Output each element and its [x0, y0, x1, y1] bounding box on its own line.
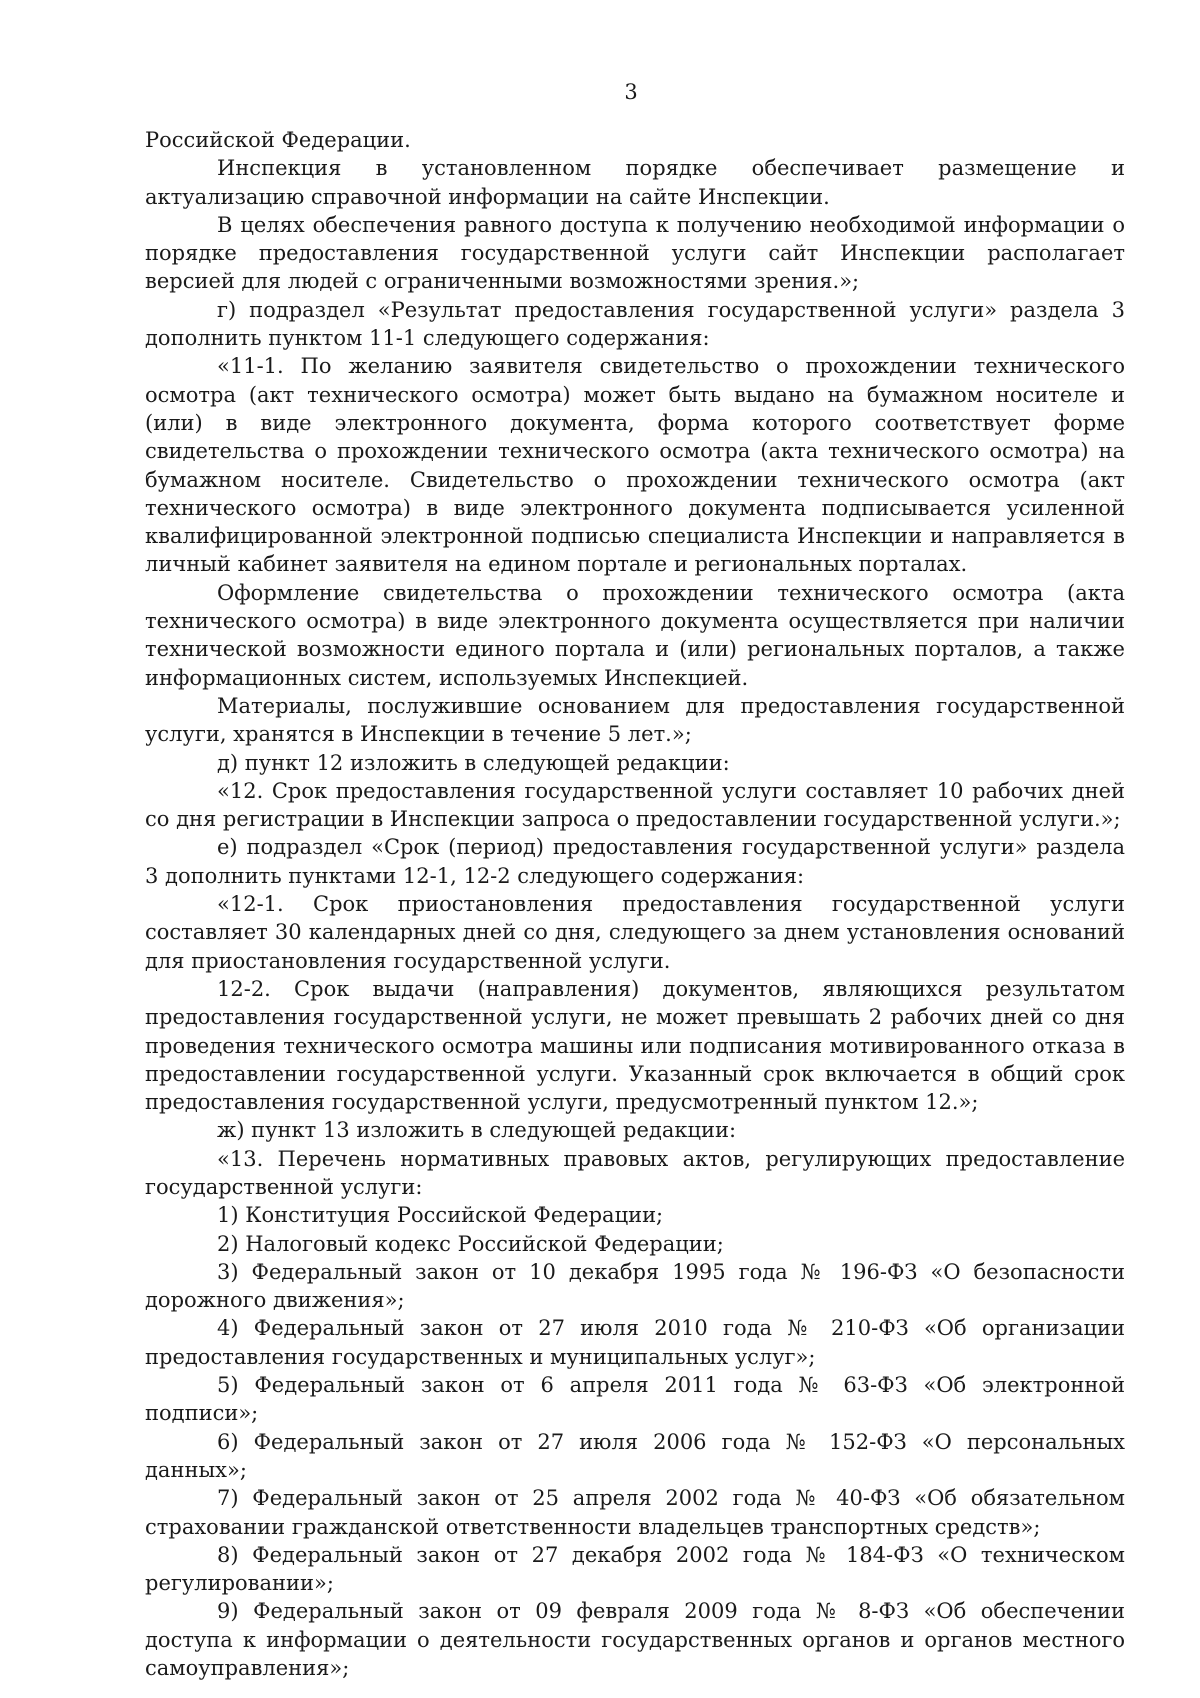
list-item: 4) Федеральный закон от 27 июля 2010 года № 210-ФЗ «Об организации предоставления государственных и муниципальных услуг»;: [145, 1316, 1125, 1369]
paragraph: «12-1. Срок приостановления предоставления государственной услуги составляет 30 календарных дней со дня, следующего за днем установления оснований для приостановления государственной услуги.: [145, 892, 1125, 973]
paragraph: «12. Срок предоставления государственной услуги составляет 10 рабочих дней со дня регистрации в Инспекции запроса о предоставлении государственной услуги.»;: [145, 778, 1125, 832]
paragraph: ж) пункт 13 изложить в следующей редакции:: [217, 1118, 737, 1143]
document-body: [145, 126, 1125, 1682]
paragraph: В целях обеспечения равного доступа к получению необходимой информации о порядке предоставления государственной услуги сайт Инспекции располагает версией для людей с ограниченными возможностями зрения.»;: [145, 212, 1125, 294]
list-item: 2) Налоговый кодекс Российской Федерации;: [217, 1231, 724, 1256]
page-number: 3: [624, 80, 638, 104]
list-item: 7) Федеральный закон от 25 апреля 2002 года № 40-ФЗ «Об обязательном страховании гражданской ответственности владельцев транспортных средств»;: [145, 1486, 1125, 1539]
paragraph: «13. Перечень нормативных правовых актов, регулирующих предоставление государственной услуги:: [145, 1146, 1125, 1199]
paragraph: Оформление свидетельства о прохождении технического осмотра (акта технического осмотра) в виде электронного документа осуществляется при наличии технической возможности единого портала и (или) региональных порталов, а также информационных систем, используемых Инспекцией.: [145, 580, 1125, 690]
paragraph: Российской Федерации.: [145, 128, 411, 152]
paragraph: «11-1. По желанию заявителя свидетельство о прохождении технического осмотра (акт технического осмотра) может быть выдано на бумажном носителе и (или) в виде электронного документа, форма которого соответствует форме свидетельства о прохождении технического осмотра (акта технического осмотра) на бумажном носителе. Свидетельство о прохождении технического осмотра (акт технического осмотра) в виде электронного документа подписывается усиленной квалифицированной электронной подписью специалиста Инспекции и направляется в личный кабинет заявителя на едином портале и региональных порталах.: [145, 354, 1125, 577]
list-item: 1) Конституция Российской Федерации;: [217, 1203, 664, 1228]
paragraph: г) подраздел «Результат предоставления государственной услуги» раздела 3 дополнить пунктом 11-1 следующего содержания:: [145, 297, 1125, 351]
paragraph: 12-2. Срок выдачи (направления) документов, являющихся результатом предоставления государственной услуги, не может превышать 2 рабочих дней со дня проведения технического осмотра машины или подписания мотивированного отказа в предоставлении государственной услуги. Указанный срок включается в общий срок предоставления государственной услуги, предусмотренный пунктом 12.»;: [145, 976, 1125, 1115]
paragraph: е) подраздел «Срок (период) предоставления государственной услуги» раздела 3 дополнить пунктами 12-1, 12-2 следующего содержания:: [145, 835, 1125, 888]
paragraph: Инспекция в установленном порядке обеспечивает размещение и актуализацию справочной информации на сайте Инспекции.: [145, 156, 1125, 209]
paragraph: д) пункт 12 изложить в следующей редакции:: [217, 750, 730, 775]
list-item: 9) Федеральный закон от 09 февраля 2009 года № 8-ФЗ «Об обеспечении доступа к информации о деятельности государственных органов и органов местного самоуправления»;: [145, 1599, 1125, 1681]
list-item: 8) Федеральный закон от 27 декабря 2002 года № 184-ФЗ «О техническом регулировании»;: [145, 1542, 1125, 1596]
list-item: 6) Федеральный закон от 27 июля 2006 года № 152-ФЗ «О персональных данных»;: [145, 1429, 1125, 1482]
paragraph: Материалы, послужившие основанием для предоставления государственной услуги, хранятся в Инспекции в течение 5 лет.»;: [145, 693, 1125, 747]
list-item: 3) Федеральный закон от 10 декабря 1995 года № 196-ФЗ «О безопасности дорожного движения»;: [145, 1259, 1125, 1313]
list-item: 5) Федеральный закон от 6 апреля 2011 года № 63-ФЗ «Об электронной подписи»;: [145, 1373, 1125, 1426]
